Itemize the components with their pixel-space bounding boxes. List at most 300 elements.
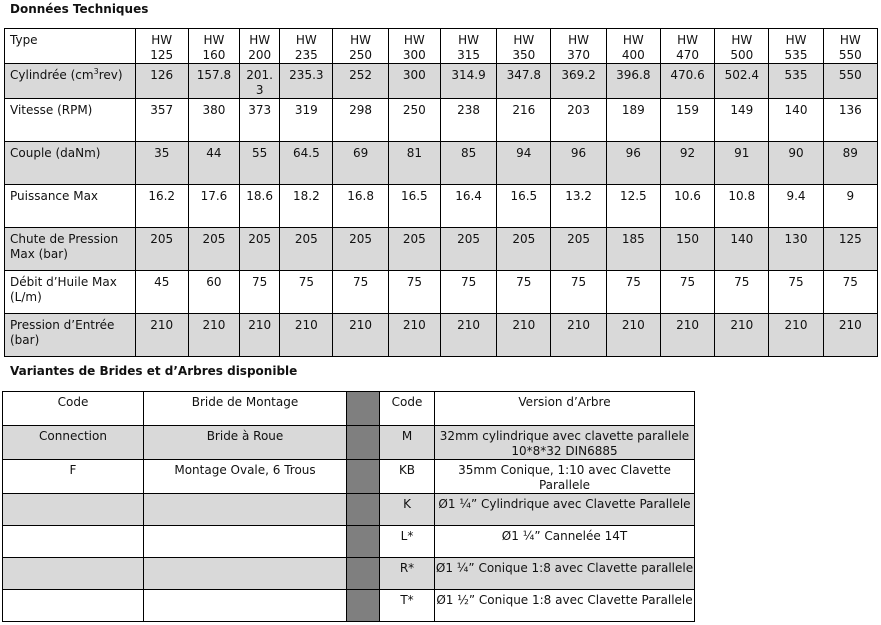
value-cell (280, 185, 333, 228)
cell-line: Pression d’Entrée (10, 318, 115, 332)
cell-line: 189 (621, 103, 645, 117)
value-cell (769, 99, 823, 142)
value-cell (606, 142, 660, 185)
shaft-header: Version d’Arbre (435, 392, 695, 426)
model-header (497, 29, 551, 64)
value-cell (280, 314, 333, 357)
value-cell (280, 271, 333, 314)
model-header (660, 29, 714, 64)
value-cell (188, 185, 239, 228)
specs-row (5, 271, 878, 314)
cell-line: 85 (460, 146, 477, 160)
cell-line: Vitesse (RPM) (10, 103, 93, 117)
value-cell (497, 99, 551, 142)
cell-line: 94 (516, 146, 532, 160)
cell-line: 205 (567, 232, 591, 246)
cell-line: 55 (252, 146, 268, 160)
cell-line: 35mm Conique, 1:10 avec Clavette (458, 463, 671, 477)
value-cell (135, 228, 188, 271)
cell-line: HW (731, 33, 753, 47)
cell-line: 319 (294, 103, 318, 117)
variants-row (3, 460, 695, 494)
cell-line: 210 (349, 318, 373, 332)
row-label (5, 142, 136, 185)
value-cell (715, 142, 769, 185)
cell-line: 35 (154, 146, 170, 160)
flange-cell (144, 494, 347, 526)
cell-line: 369.2 (561, 68, 596, 82)
value-cell (333, 314, 388, 357)
cell-line: 75 (406, 275, 422, 289)
variants-row (3, 558, 695, 590)
cell-line: HW (295, 33, 317, 47)
variants-row (3, 426, 695, 460)
value-cell (823, 64, 877, 99)
cell-line: 373 (248, 103, 272, 117)
variants-table (2, 391, 695, 622)
cell-line: 357 (150, 103, 174, 117)
cell-line: 126 (150, 68, 174, 82)
variants-header-row (3, 392, 695, 426)
cell-line: 75 (734, 275, 750, 289)
cell-line: 535 (784, 68, 808, 82)
value-cell (440, 271, 496, 314)
cell-line: 210 (730, 318, 754, 332)
flange-cell (144, 526, 347, 558)
model-header (388, 29, 440, 64)
cell-line: Max (bar) (10, 247, 68, 261)
cell-line: 136 (838, 103, 862, 117)
specs-heading: Données Techniques (10, 2, 149, 16)
value-cell (660, 271, 714, 314)
cell-line: 81 (406, 146, 422, 160)
model-header (551, 29, 606, 64)
cell-line: 75 (298, 275, 314, 289)
value-cell (715, 64, 769, 99)
row-label (5, 64, 136, 99)
cell-line: 150 (676, 232, 699, 246)
value-cell (333, 185, 388, 228)
value-cell (769, 271, 823, 314)
value-cell (440, 185, 496, 228)
value-cell (280, 64, 333, 99)
cell-line: 75 (625, 275, 641, 289)
cell-line: Parallele (538, 478, 591, 492)
value-cell (715, 271, 769, 314)
divider (347, 558, 380, 590)
value-cell (440, 64, 496, 99)
value-cell (333, 64, 388, 99)
cell-line: 96 (625, 146, 641, 160)
cell-line: 3 (255, 83, 264, 97)
cell-line: 205 (402, 232, 426, 246)
value-cell (823, 142, 877, 185)
value-cell (240, 185, 280, 228)
cell-line: 380 (202, 103, 226, 117)
cell-line: 149 (730, 103, 754, 117)
value-cell (823, 228, 877, 271)
cell-line: 300 (402, 48, 426, 62)
cell-line: 210 (294, 318, 318, 332)
cell-line: 210 (621, 318, 645, 332)
value-cell (551, 99, 606, 142)
cell-line: 314.9 (451, 68, 486, 82)
value-cell (388, 99, 440, 142)
cell-line: 45 (154, 275, 170, 289)
value-cell (240, 64, 280, 99)
value-cell (715, 314, 769, 357)
value-cell (188, 271, 239, 314)
shaft-cell (435, 426, 695, 460)
cell-line: 13.2 (565, 189, 592, 203)
value-cell (333, 271, 388, 314)
cell-line: 18.2 (292, 189, 320, 203)
value-cell (188, 99, 239, 142)
value-cell (240, 314, 280, 357)
cell-line: 16.4 (455, 189, 482, 203)
cell-line: 470 (676, 48, 699, 62)
model-header (769, 29, 823, 64)
value-cell (660, 99, 714, 142)
specs-row (5, 64, 878, 99)
shaft-code-cell: M (380, 426, 435, 460)
value-cell (660, 64, 714, 99)
value-cell (606, 228, 660, 271)
value-cell (280, 228, 333, 271)
cell-line: 400 (621, 48, 645, 62)
value-cell (769, 314, 823, 357)
value-cell (188, 142, 239, 185)
cell-line: 216 (512, 103, 536, 117)
value-cell (497, 228, 551, 271)
cell-line: 75 (679, 275, 696, 289)
shaft-code-cell: K (380, 494, 435, 526)
cell-line: 75 (570, 275, 587, 289)
model-header (606, 29, 660, 64)
value-cell (551, 185, 606, 228)
cell-line: 17.6 (200, 189, 228, 203)
cell-line: 210 (202, 318, 226, 332)
value-cell (135, 64, 188, 99)
value-cell (823, 271, 877, 314)
cell-line: 10.8 (728, 189, 756, 203)
cell-line: 200 (248, 48, 272, 62)
model-header (715, 29, 769, 64)
value-cell (280, 142, 333, 185)
row-label (5, 228, 136, 271)
cell-line: 205 (150, 232, 174, 246)
cell-line: 75 (788, 275, 804, 289)
value-cell (660, 314, 714, 357)
cell-line: 205 (294, 232, 318, 246)
cell-line: (L/m) (10, 290, 42, 304)
divider (347, 526, 380, 558)
cell-line: 205 (512, 232, 536, 246)
shaft-code-header: Code (380, 392, 435, 426)
cell-line: 298 (349, 103, 373, 117)
cell-line: 210 (838, 318, 862, 332)
cell-line: 210 (784, 318, 808, 332)
value-cell (280, 99, 333, 142)
cell-line: HW (350, 33, 372, 47)
value-cell (135, 271, 188, 314)
cell-line: HW (568, 33, 589, 47)
value-cell (135, 142, 188, 185)
cell-line: 535 (784, 48, 808, 62)
value-cell (135, 314, 188, 357)
value-cell (823, 314, 877, 357)
cell-line: Ø1 ¼” Conique 1:8 avec Clavette parallele (435, 561, 694, 575)
cell-line: 315 (457, 48, 481, 62)
cell-line: Ø1 ½” Conique 1:8 avec Clavette Parallele (436, 593, 693, 607)
cell-line: 252 (349, 68, 373, 82)
cell-line: 89 (842, 146, 858, 160)
shaft-cell (435, 558, 695, 590)
cell-line: 159 (676, 103, 699, 117)
value-cell (388, 64, 440, 99)
value-cell (606, 314, 660, 357)
cell-line: 203 (567, 103, 591, 117)
cell-line: 210 (150, 318, 174, 332)
model-header (440, 29, 496, 64)
value-cell (497, 142, 551, 185)
cell-line: 210 (248, 318, 272, 332)
shaft-code-cell: L* (380, 526, 435, 558)
flange-cell: Montage Ovale, 6 Trous (144, 460, 347, 494)
model-header (823, 29, 877, 64)
variants-row (3, 526, 695, 558)
cell-line: 125 (838, 232, 862, 246)
cell-line: 205 (202, 232, 226, 246)
cell-line: 16.2 (148, 189, 176, 203)
value-cell (333, 228, 388, 271)
divider (347, 392, 380, 426)
cell-line: 470.6 (670, 68, 705, 82)
cell-line: 60 (206, 275, 222, 289)
value-cell (388, 185, 440, 228)
value-cell (333, 99, 388, 142)
cell-line: 500 (730, 48, 754, 62)
value-cell (497, 314, 551, 357)
shaft-cell (435, 494, 695, 526)
value-cell (660, 228, 714, 271)
value-cell (551, 314, 606, 357)
cell-line: 75 (842, 275, 858, 289)
flange-code-header: Code (3, 392, 144, 426)
cell-line: 550 (838, 48, 862, 62)
cell-line: 75 (252, 275, 268, 289)
cell-line: HW (622, 33, 644, 47)
value-cell (497, 64, 551, 99)
label-superscript: 3 (93, 67, 99, 76)
value-cell (551, 142, 606, 185)
cell-line: 16.5 (400, 189, 428, 203)
cell-line: 185 (621, 232, 645, 246)
cell-line: 69 (352, 146, 369, 160)
shaft-cell (435, 526, 695, 558)
cell-line: 300 (402, 68, 426, 82)
cell-line: HW (677, 33, 698, 47)
value-cell (606, 271, 660, 314)
value-cell (715, 185, 769, 228)
cell-line: 235.3 (289, 68, 324, 82)
cell-line: 205 (248, 232, 272, 246)
value-cell (188, 64, 239, 99)
specs-row (5, 185, 878, 228)
cell-line: 550 (838, 68, 862, 82)
cell-line: HW (458, 33, 480, 47)
cell-line: Chute de Pression (10, 232, 119, 246)
specs-row (5, 142, 878, 185)
cell-line: 125 (150, 48, 174, 62)
cell-line: 96 (570, 146, 587, 160)
label-part: Cylindrée (cm (10, 68, 94, 82)
specs-row (5, 99, 878, 142)
flange-cell (144, 590, 347, 622)
model-header (280, 29, 333, 64)
value-cell (240, 99, 280, 142)
shaft-code-cell: R* (380, 558, 435, 590)
cell-line: 210 (512, 318, 536, 332)
shaft-cell (435, 460, 695, 494)
cell-line: 64.5 (292, 146, 320, 160)
cell-line: 75 (516, 275, 532, 289)
cell-line: Ø1 ¼” Cannelée 14T (501, 529, 628, 543)
flange-code-cell (3, 494, 144, 526)
cell-line: HW (249, 33, 271, 47)
value-cell (606, 64, 660, 99)
value-cell (769, 228, 823, 271)
value-cell (823, 99, 877, 142)
cell-line: 235 (294, 48, 318, 62)
value-cell (440, 314, 496, 357)
value-cell (497, 271, 551, 314)
flange-cell: Bride à Roue (144, 426, 347, 460)
divider (347, 494, 380, 526)
row-label (5, 271, 136, 314)
value-cell (606, 185, 660, 228)
value-cell (188, 314, 239, 357)
shaft-code-cell: T* (380, 590, 435, 622)
value-cell (497, 185, 551, 228)
row-label (5, 185, 136, 228)
value-cell (823, 185, 877, 228)
row-label (5, 99, 136, 142)
cell-line: HW (785, 33, 807, 47)
specs-row (5, 314, 878, 357)
specs-table (4, 28, 878, 357)
value-cell (715, 99, 769, 142)
divider (347, 426, 380, 460)
divider (347, 590, 380, 622)
shaft-cell (435, 590, 695, 622)
cell-line: 205 (457, 232, 481, 246)
cell-line: 250 (349, 48, 373, 62)
value-cell (240, 228, 280, 271)
value-cell (135, 99, 188, 142)
cell-line: HW (151, 33, 173, 47)
value-cell (660, 185, 714, 228)
cell-line: HW (839, 33, 861, 47)
cell-line: 210 (676, 318, 699, 332)
cell-line: 396.8 (616, 68, 651, 82)
variants-row (3, 590, 695, 622)
cell-line: 92 (679, 146, 696, 160)
specs-row (5, 228, 878, 271)
value-cell (769, 64, 823, 99)
value-cell (551, 64, 606, 99)
cell-line: 140 (784, 103, 808, 117)
cell-line: 238 (457, 103, 481, 117)
value-cell (769, 185, 823, 228)
value-cell (388, 142, 440, 185)
cell-line: 12.5 (619, 189, 647, 203)
value-cell (188, 228, 239, 271)
cell-line: 210 (567, 318, 591, 332)
cell-line: Couple (daNm) (10, 146, 101, 160)
value-cell (388, 314, 440, 357)
cell-line: Ø1 ¼” Cylindrique avec Clavette Parallele (438, 497, 691, 511)
model-header (333, 29, 388, 64)
value-cell (440, 228, 496, 271)
cell-line: 370 (567, 48, 591, 62)
flange-code-cell: Connection (3, 426, 144, 460)
cell-line: Puissance Max (10, 189, 99, 203)
cell-line: Débit d’Huile Max (10, 275, 117, 289)
value-cell (440, 142, 496, 185)
value-cell (715, 228, 769, 271)
cell-line: 130 (784, 232, 808, 246)
cell-line: 350 (512, 48, 536, 62)
cell-line: 250 (402, 103, 426, 117)
label-part: rev) (98, 68, 123, 82)
model-header (240, 29, 280, 64)
cell-line: 347.8 (506, 68, 541, 82)
cell-line: 502.4 (724, 68, 759, 82)
cell-line: 90 (788, 146, 804, 160)
value-cell (388, 228, 440, 271)
value-cell (240, 142, 280, 185)
cell-line: 44 (206, 146, 222, 160)
type-label: Type (5, 29, 136, 64)
cell-line: 9 (846, 189, 855, 203)
value-cell (388, 271, 440, 314)
value-cell (440, 99, 496, 142)
flange-code-cell: F (3, 460, 144, 494)
cell-line: 201. (246, 68, 273, 82)
cell-line: 16.8 (347, 189, 374, 203)
flange-code-cell (3, 590, 144, 622)
flange-code-cell (3, 526, 144, 558)
cell-line: (bar) (10, 333, 40, 347)
value-cell (135, 185, 188, 228)
flange-code-cell (3, 558, 144, 590)
cell-line: 10.6 (674, 189, 701, 203)
value-cell (660, 142, 714, 185)
value-cell (769, 142, 823, 185)
model-header (188, 29, 239, 64)
specs-header-row (5, 29, 878, 64)
variants-heading: Variantes de Brides et d’Arbres disponible (10, 364, 298, 378)
cell-line: 32mm cylindrique avec clavette parallele (439, 429, 690, 443)
cell-line: HW (203, 33, 225, 47)
cell-line: 18.6 (246, 189, 273, 203)
cell-line: 9.4 (786, 189, 806, 203)
cell-line: 91 (734, 146, 750, 160)
cell-line: 10*8*32 DIN6885 (511, 444, 618, 458)
row-label (5, 314, 136, 357)
shaft-code-cell: KB (380, 460, 435, 494)
